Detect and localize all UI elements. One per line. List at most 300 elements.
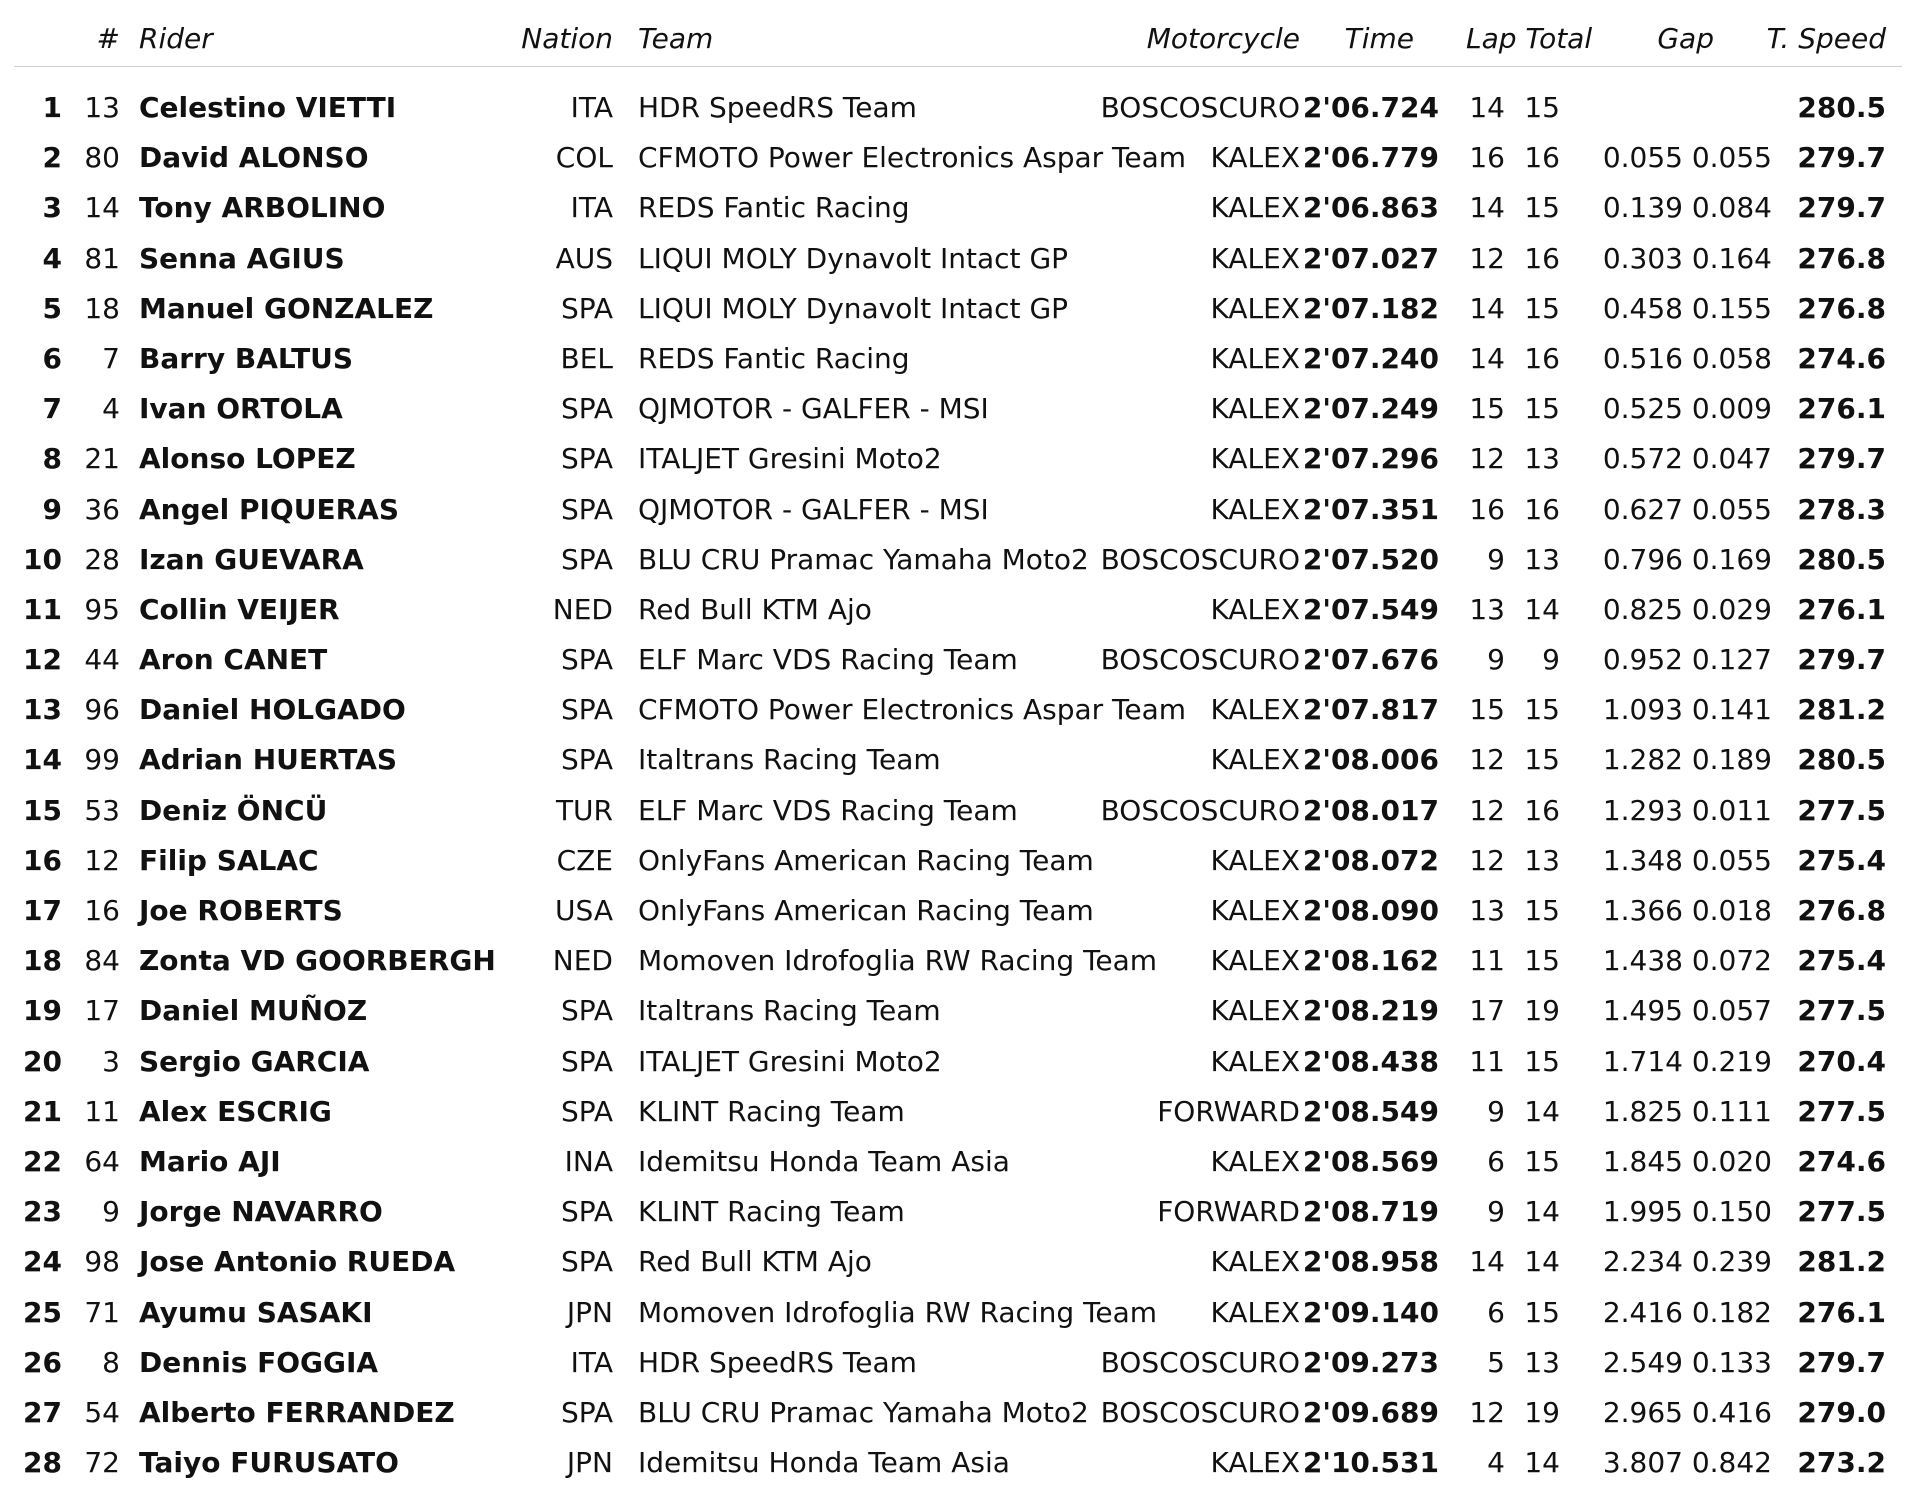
rider-number-cell: 28 (84, 542, 120, 576)
team-cell: Momoven Idrofoglia RW Racing Team (638, 944, 1158, 978)
gap-first-cell: 0.525 (1602, 392, 1683, 426)
position-cell: 1 (42, 91, 62, 124)
total-laps-cell: 19 (1524, 1395, 1560, 1429)
total-laps-cell: 15 (1524, 1295, 1560, 1329)
nation-cell: INA (564, 1144, 613, 1178)
lap-time-cell: 2'08.438 (1302, 1044, 1439, 1078)
nation-cell: SPA (560, 994, 613, 1028)
team-cell: ITALJET Gresini Moto2 (638, 442, 942, 476)
lap-time-cell: 2'09.273 (1302, 1345, 1439, 1379)
gap-first-cell: 1.995 (1602, 1195, 1683, 1229)
header-team: Team (638, 22, 714, 55)
position-cell: 5 (42, 291, 62, 325)
rider-number-cell: 80 (84, 141, 120, 175)
nation-cell: SPA (560, 1044, 613, 1078)
lap-time-cell: 2'08.090 (1302, 894, 1439, 927)
lap-cell: 14 (1469, 341, 1505, 375)
total-laps-cell: 15 (1524, 944, 1560, 978)
table-header (14, 14, 1902, 67)
top-speed-cell: 279.7 (1797, 442, 1886, 476)
rider-number-cell: 98 (84, 1245, 120, 1279)
nation-cell: NED (552, 944, 613, 978)
total-laps-cell: 15 (1524, 291, 1560, 325)
nation-cell: AUS (555, 241, 613, 275)
top-speed-cell: 281.2 (1797, 693, 1886, 727)
lap-time-cell: 2'08.569 (1302, 1144, 1439, 1178)
team-cell: QJMOTOR - GALFER - MSI (638, 392, 989, 426)
gap-previous-cell: 0.219 (1691, 1044, 1772, 1078)
top-speed-cell: 276.8 (1797, 241, 1886, 275)
position-cell: 26 (23, 1345, 62, 1379)
team-cell: HDR SpeedRS Team (638, 1345, 917, 1379)
position-cell: 21 (23, 1094, 62, 1128)
gap-previous-cell: 0.127 (1691, 643, 1772, 677)
rider-name-cell: Tony ARBOLINO (139, 191, 386, 225)
rider-name-cell: Ayumu SASAKI (139, 1295, 373, 1329)
nation-cell: TUR (555, 793, 613, 827)
gap-first-cell: 1.495 (1602, 994, 1683, 1028)
lap-time-cell: 2'08.719 (1302, 1195, 1439, 1229)
team-cell: Italtrans Racing Team (638, 743, 941, 777)
lap-cell: 14 (1469, 291, 1505, 325)
position-cell: 20 (23, 1044, 62, 1078)
lap-cell: 14 (1469, 191, 1505, 225)
nation-cell: SPA (560, 392, 613, 426)
rider-number-cell: 14 (84, 191, 120, 225)
gap-first-cell: 0.139 (1602, 191, 1683, 225)
header-gap: Gap (1657, 22, 1714, 55)
team-cell: Momoven Idrofoglia RW Racing Team (638, 1295, 1158, 1329)
team-cell: Red Bull KTM Ajo (638, 592, 872, 626)
lap-time-cell: 2'10.531 (1302, 1446, 1439, 1480)
rider-name-cell: Celestino VIETTI (139, 91, 397, 124)
team-cell: ELF Marc VDS Racing Team (638, 793, 1018, 827)
lap-time-cell: 2'08.162 (1302, 944, 1439, 978)
top-speed-cell: 279.7 (1797, 643, 1886, 677)
lap-time-cell: 2'08.072 (1302, 843, 1439, 877)
nation-cell: COL (555, 141, 613, 175)
position-cell: 17 (23, 894, 62, 927)
rider-name-cell: Daniel MUÑOZ (139, 994, 368, 1028)
gap-previous-cell: 0.169 (1691, 542, 1772, 576)
team-cell: KLINT Racing Team (638, 1195, 905, 1229)
total-laps-cell: 16 (1524, 141, 1560, 175)
lap-cell: 12 (1469, 843, 1505, 877)
total-laps-cell: 14 (1524, 592, 1560, 626)
top-speed-cell: 274.6 (1797, 1144, 1886, 1178)
lap-time-cell: 2'07.520 (1302, 542, 1439, 576)
lap-time-cell: 2'06.863 (1302, 191, 1439, 225)
top-speed-cell: 277.5 (1797, 1094, 1886, 1128)
position-cell: 14 (23, 743, 62, 777)
total-laps-cell: 19 (1524, 994, 1560, 1028)
gap-previous-cell: 0.009 (1691, 392, 1772, 426)
nation-cell: SPA (560, 693, 613, 727)
rider-name-cell: Adrian HUERTAS (139, 743, 398, 777)
position-cell: 12 (23, 643, 62, 677)
team-cell: QJMOTOR - GALFER - MSI (638, 492, 989, 526)
motorcycle-cell: KALEX (1210, 1446, 1300, 1480)
position-cell: 24 (23, 1245, 62, 1279)
gap-first-cell: 0.825 (1602, 592, 1683, 626)
header-motorcycle: Motorcycle (1146, 22, 1300, 55)
rider-number-cell: 17 (84, 994, 120, 1028)
team-cell: OnlyFans American Racing Team (638, 843, 1094, 877)
lap-time-cell: 2'07.240 (1302, 341, 1439, 375)
nation-cell: JPN (566, 1446, 613, 1480)
top-speed-cell: 276.8 (1797, 291, 1886, 325)
table-row (14, 836, 1902, 886)
position-cell: 28 (23, 1446, 62, 1480)
motorcycle-cell: KALEX (1210, 693, 1300, 727)
total-laps-cell: 14 (1524, 1446, 1560, 1480)
rider-number-cell: 9 (102, 1195, 120, 1229)
position-cell: 9 (42, 492, 62, 526)
gap-previous-cell: 0.141 (1691, 693, 1772, 727)
gap-first-cell: 0.516 (1602, 341, 1683, 375)
table-row (14, 1037, 1902, 1087)
total-laps-cell: 15 (1524, 894, 1560, 927)
gap-first-cell: 0.303 (1602, 241, 1683, 275)
rider-number-cell: 8 (102, 1345, 120, 1379)
table-row (14, 485, 1902, 535)
table-row (14, 1288, 1902, 1338)
rider-name-cell: Jorge NAVARRO (139, 1195, 383, 1229)
position-cell: 10 (23, 542, 62, 576)
lap-cell: 9 (1487, 643, 1505, 677)
table-row (14, 635, 1902, 685)
gap-first-cell: 1.845 (1602, 1144, 1683, 1178)
rider-name-cell: Collin VEIJER (139, 592, 340, 626)
lap-cell: 15 (1469, 392, 1505, 426)
motorcycle-cell: BOSCOSCURO (1100, 793, 1300, 827)
position-cell: 7 (42, 392, 62, 426)
rider-name-cell: David ALONSO (139, 141, 369, 175)
table-row (14, 1087, 1902, 1137)
nation-cell: USA (555, 894, 613, 927)
rider-number-cell: 3 (102, 1044, 120, 1078)
gap-first-cell: 1.438 (1602, 944, 1683, 978)
rider-name-cell: Mario AJI (139, 1144, 281, 1178)
rider-name-cell: Filip SALAC (139, 843, 319, 877)
table-row (14, 1137, 1902, 1187)
gap-first-cell: 2.234 (1602, 1245, 1683, 1279)
lap-time-cell: 2'07.182 (1302, 291, 1439, 325)
top-speed-cell: 280.5 (1797, 542, 1886, 576)
position-cell: 3 (42, 191, 62, 225)
gap-first-cell: 0.952 (1602, 643, 1683, 677)
lap-cell: 14 (1469, 91, 1505, 124)
rider-number-cell: 36 (84, 492, 120, 526)
gap-previous-cell: 0.239 (1691, 1245, 1772, 1279)
motorcycle-cell: BOSCOSCURO (1100, 91, 1300, 124)
nation-cell: SPA (560, 291, 613, 325)
motorcycle-cell: KALEX (1210, 141, 1300, 175)
table-row (14, 384, 1902, 434)
nation-cell: ITA (570, 1345, 613, 1379)
nation-cell: SPA (560, 1094, 613, 1128)
table-row (14, 685, 1902, 735)
gap-previous-cell: 0.084 (1691, 191, 1772, 225)
rider-number-cell: 84 (84, 944, 120, 978)
rider-number-cell: 13 (84, 91, 120, 124)
motorcycle-cell: KALEX (1210, 743, 1300, 777)
rider-name-cell: Alonso LOPEZ (139, 442, 356, 476)
nation-cell: SPA (560, 643, 613, 677)
rider-number-cell: 21 (84, 442, 120, 476)
motorcycle-cell: KALEX (1210, 994, 1300, 1028)
team-cell: OnlyFans American Racing Team (638, 894, 1094, 927)
total-laps-cell: 14 (1524, 1195, 1560, 1229)
gap-first-cell: 2.549 (1602, 1345, 1683, 1379)
team-cell: HDR SpeedRS Team (638, 91, 917, 124)
nation-cell: SPA (560, 1395, 613, 1429)
lap-time-cell: 2'08.017 (1302, 793, 1439, 827)
gap-first-cell: 1.714 (1602, 1044, 1683, 1078)
motorcycle-cell: KALEX (1210, 392, 1300, 426)
gap-first-cell: 1.282 (1602, 743, 1683, 777)
total-laps-cell: 14 (1524, 1245, 1560, 1279)
gap-first-cell: 3.807 (1602, 1446, 1683, 1480)
top-speed-cell: 276.1 (1797, 392, 1886, 426)
top-speed-cell: 273.2 (1797, 1446, 1886, 1480)
lap-time-cell: 2'06.779 (1302, 141, 1439, 175)
lap-time-cell: 2'07.351 (1302, 492, 1439, 526)
rider-number-cell: 18 (84, 291, 120, 325)
lap-cell: 11 (1469, 1044, 1505, 1078)
total-laps-cell: 16 (1524, 492, 1560, 526)
gap-previous-cell: 0.058 (1691, 341, 1772, 375)
top-speed-cell: 278.3 (1797, 492, 1886, 526)
top-speed-cell: 275.4 (1797, 843, 1886, 877)
motorcycle-cell: KALEX (1210, 191, 1300, 225)
total-laps-cell: 13 (1524, 542, 1560, 576)
lap-time-cell: 2'07.249 (1302, 392, 1439, 426)
lap-time-cell: 2'06.724 (1302, 91, 1439, 124)
top-speed-cell: 276.8 (1797, 894, 1886, 927)
rider-name-cell: Angel PIQUERAS (139, 492, 399, 526)
table-row (14, 1388, 1902, 1438)
gap-first-cell: 1.348 (1602, 843, 1683, 877)
gap-first-cell: 1.293 (1602, 793, 1683, 827)
table-row (14, 133, 1902, 183)
table-row (14, 735, 1902, 785)
table-row (14, 284, 1902, 334)
lap-time-cell: 2'08.958 (1302, 1245, 1439, 1279)
rider-number-cell: 12 (84, 843, 120, 877)
top-speed-cell: 279.7 (1797, 191, 1886, 225)
lap-cell: 13 (1469, 894, 1505, 927)
rider-name-cell: Deniz ÖNCÜ (139, 793, 328, 827)
top-speed-cell: 279.0 (1797, 1395, 1886, 1429)
team-cell: Idemitsu Honda Team Asia (638, 1446, 1010, 1480)
nation-cell: ITA (570, 91, 613, 124)
top-speed-cell: 281.2 (1797, 1245, 1886, 1279)
table-row (14, 83, 1902, 133)
top-speed-cell: 279.7 (1797, 1345, 1886, 1379)
rider-number-cell: 99 (84, 743, 120, 777)
position-cell: 19 (23, 994, 62, 1028)
nation-cell: JPN (566, 1295, 613, 1329)
motorcycle-cell: KALEX (1210, 592, 1300, 626)
top-speed-cell: 275.4 (1797, 944, 1886, 978)
top-speed-cell: 276.1 (1797, 592, 1886, 626)
gap-first-cell: 1.825 (1602, 1094, 1683, 1128)
table-row (14, 434, 1902, 484)
team-cell: ELF Marc VDS Racing Team (638, 643, 1018, 677)
rider-name-cell: Taiyo FURUSATO (139, 1446, 399, 1480)
lap-cell: 5 (1487, 1345, 1505, 1379)
rider-number-cell: 71 (84, 1295, 120, 1329)
gap-first-cell: 0.796 (1602, 542, 1683, 576)
team-cell: CFMOTO Power Electronics Aspar Team (638, 693, 1187, 727)
position-cell: 2 (42, 141, 62, 175)
position-cell: 15 (23, 793, 62, 827)
lap-cell: 11 (1469, 944, 1505, 978)
nation-cell: BEL (560, 341, 613, 375)
rider-name-cell: Zonta VD GOORBERGH (139, 944, 496, 978)
table-row (14, 1237, 1902, 1287)
results-table (14, 14, 1902, 1488)
gap-previous-cell: 0.133 (1691, 1345, 1772, 1379)
gap-previous-cell: 0.018 (1691, 894, 1772, 927)
table-body (14, 83, 1902, 1488)
gap-previous-cell: 0.055 (1691, 141, 1772, 175)
header-lap-total: Lap Total (1466, 22, 1593, 55)
rider-number-cell: 54 (84, 1395, 120, 1429)
motorcycle-cell: FORWARD (1157, 1195, 1300, 1229)
rider-number-cell: 7 (102, 341, 120, 375)
team-cell: REDS Fantic Racing (638, 191, 910, 225)
motorcycle-cell: KALEX (1210, 1245, 1300, 1279)
motorcycle-cell: BOSCOSCURO (1100, 1345, 1300, 1379)
total-laps-cell: 15 (1524, 91, 1560, 124)
gap-previous-cell: 0.055 (1691, 843, 1772, 877)
gap-previous-cell: 0.072 (1691, 944, 1772, 978)
lap-time-cell: 2'08.219 (1302, 994, 1439, 1028)
gap-first-cell: 0.572 (1602, 442, 1683, 476)
lap-cell: 16 (1469, 492, 1505, 526)
gap-previous-cell: 0.416 (1691, 1395, 1772, 1429)
rider-name-cell: Ivan ORTOLA (139, 392, 343, 426)
gap-first-cell: 0.055 (1602, 141, 1683, 175)
lap-cell: 16 (1469, 141, 1505, 175)
gap-previous-cell: 0.057 (1691, 994, 1772, 1028)
total-laps-cell: 13 (1524, 1345, 1560, 1379)
motorcycle-cell: BOSCOSCURO (1100, 643, 1300, 677)
lap-cell: 17 (1469, 994, 1505, 1028)
gap-previous-cell: 0.164 (1691, 241, 1772, 275)
total-laps-cell: 16 (1524, 793, 1560, 827)
total-laps-cell: 15 (1524, 1144, 1560, 1178)
rider-name-cell: Senna AGIUS (139, 241, 345, 275)
gap-first-cell: 0.627 (1602, 492, 1683, 526)
lap-cell: 12 (1469, 1395, 1505, 1429)
rider-name-cell: Alex ESCRIG (139, 1094, 332, 1128)
position-cell: 13 (23, 693, 62, 727)
nation-cell: SPA (560, 542, 613, 576)
lap-cell: 12 (1469, 743, 1505, 777)
motorcycle-cell: KALEX (1210, 241, 1300, 275)
top-speed-cell: 277.5 (1797, 793, 1886, 827)
header-number: # (96, 22, 120, 55)
rider-number-cell: 95 (84, 592, 120, 626)
gap-first-cell: 0.458 (1602, 291, 1683, 325)
lap-cell: 12 (1469, 442, 1505, 476)
lap-time-cell: 2'09.140 (1302, 1295, 1439, 1329)
header-time: Time (1344, 22, 1414, 55)
nation-cell: ITA (570, 191, 613, 225)
motorcycle-cell: KALEX (1210, 442, 1300, 476)
total-laps-cell: 15 (1524, 191, 1560, 225)
table-row (14, 1338, 1902, 1388)
table-row (14, 585, 1902, 635)
position-cell: 4 (42, 241, 62, 275)
lap-time-cell: 2'08.006 (1302, 743, 1439, 777)
lap-cell: 14 (1469, 1245, 1505, 1279)
team-cell: BLU CRU Pramac Yamaha Moto2 (638, 542, 1089, 576)
table-row (14, 786, 1902, 836)
total-laps-cell: 9 (1542, 643, 1560, 677)
table-row (14, 1187, 1902, 1237)
rider-name-cell: Manuel GONZALEZ (139, 291, 434, 325)
rider-number-cell: 96 (84, 693, 120, 727)
lap-cell: 6 (1487, 1295, 1505, 1329)
team-cell: CFMOTO Power Electronics Aspar Team (638, 141, 1187, 175)
lap-time-cell: 2'07.549 (1302, 592, 1439, 626)
rider-number-cell: 11 (84, 1094, 120, 1128)
motorcycle-cell: BOSCOSCURO (1100, 542, 1300, 576)
gap-previous-cell: 0.011 (1691, 793, 1772, 827)
motorcycle-cell: KALEX (1210, 944, 1300, 978)
total-laps-cell: 16 (1524, 241, 1560, 275)
gap-previous-cell: 0.842 (1691, 1446, 1772, 1480)
lap-cell: 9 (1487, 542, 1505, 576)
header-rider: Rider (139, 22, 213, 55)
top-speed-cell: 280.5 (1797, 91, 1886, 124)
position-cell: 18 (23, 944, 62, 978)
rider-number-cell: 72 (84, 1446, 120, 1480)
motorcycle-cell: BOSCOSCURO (1100, 1395, 1300, 1429)
gap-previous-cell: 0.182 (1691, 1295, 1772, 1329)
header-top-speed: T. Speed (1766, 22, 1886, 55)
lap-time-cell: 2'07.817 (1302, 693, 1439, 727)
nation-cell: SPA (560, 743, 613, 777)
table-row (14, 334, 1902, 384)
team-cell: ITALJET Gresini Moto2 (638, 1044, 942, 1078)
gap-first-cell: 1.366 (1602, 894, 1683, 927)
lap-cell: 4 (1487, 1446, 1505, 1480)
team-cell: Red Bull KTM Ajo (638, 1245, 872, 1279)
total-laps-cell: 15 (1524, 743, 1560, 777)
total-laps-cell: 15 (1524, 392, 1560, 426)
position-cell: 8 (42, 442, 62, 476)
rider-name-cell: Daniel HOLGADO (139, 693, 406, 727)
lap-cell: 12 (1469, 241, 1505, 275)
team-cell: Idemitsu Honda Team Asia (638, 1144, 1010, 1178)
total-laps-cell: 14 (1524, 1094, 1560, 1128)
lap-cell: 9 (1487, 1094, 1505, 1128)
rider-name-cell: Dennis FOGGIA (139, 1345, 379, 1379)
motorcycle-cell: KALEX (1210, 843, 1300, 877)
table-row (14, 1438, 1902, 1488)
top-speed-cell: 276.1 (1797, 1295, 1886, 1329)
position-cell: 25 (23, 1295, 62, 1329)
top-speed-cell: 277.5 (1797, 994, 1886, 1028)
gap-previous-cell: 0.111 (1691, 1094, 1772, 1128)
motorcycle-cell: KALEX (1210, 291, 1300, 325)
lap-cell: 12 (1469, 793, 1505, 827)
